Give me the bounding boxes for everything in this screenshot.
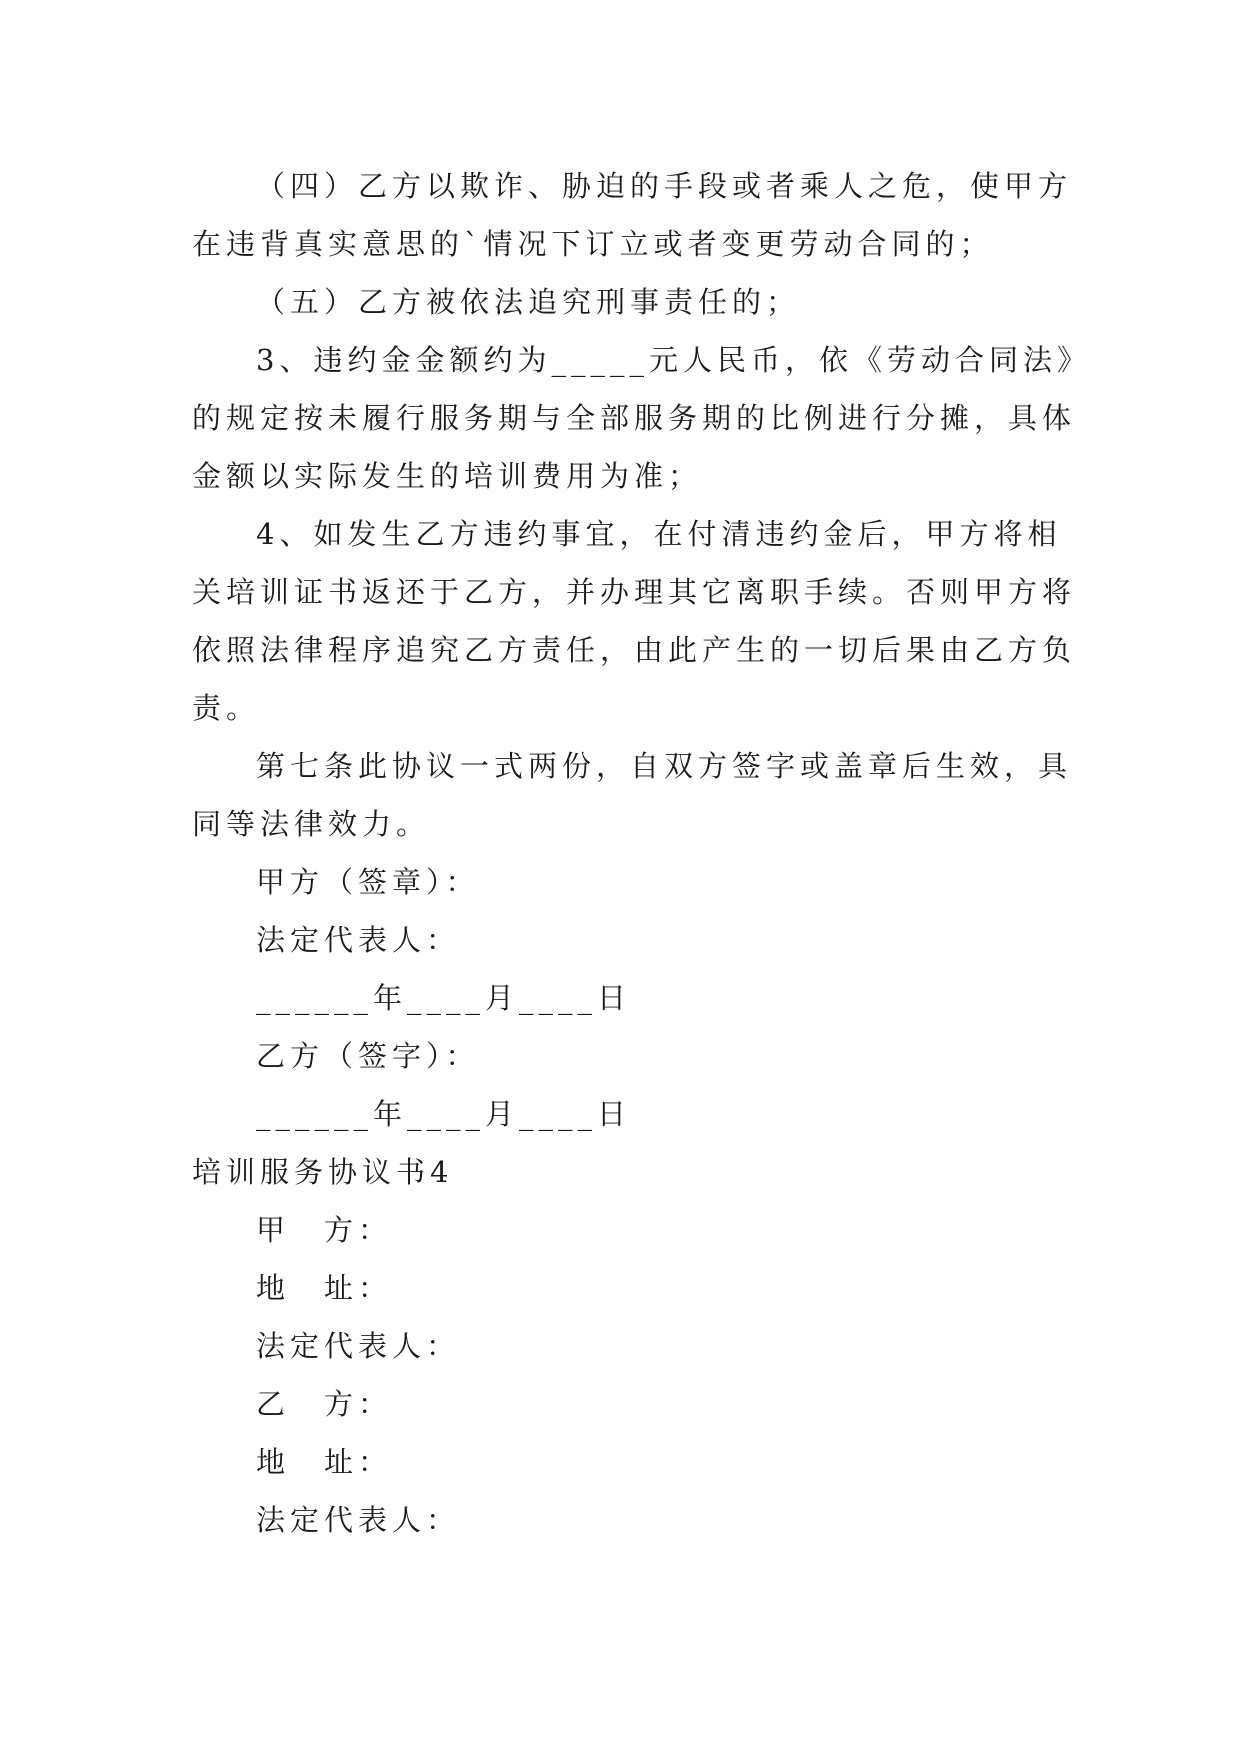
- text-line: （四）乙方以欺诈、胁迫的手段或者乘人之危，使甲方: [256, 169, 1073, 203]
- date-line: ______年____月____日: [256, 1097, 632, 1131]
- address-label: 地 址：: [256, 1271, 393, 1305]
- party-b-label: 乙 方：: [256, 1387, 393, 1421]
- text-line: 在违背真实意思的`情况下订立或者变更劳动合同的；: [192, 227, 994, 261]
- legal-rep-label: 法定代表人：: [256, 1503, 461, 1537]
- legal-rep-label: 法定代表人：: [256, 923, 461, 957]
- party-b-signature-label: 乙方（签字）：: [256, 1039, 480, 1073]
- section-title: 培训服务协议书4: [192, 1155, 454, 1189]
- text-line: （五）乙方被依法追究刑事责任的；: [256, 285, 801, 319]
- text-line: 3、违约金金额约为_____元人民币，依《劳动合同法》: [256, 343, 1091, 377]
- legal-rep-label: 法定代表人：: [256, 1329, 461, 1363]
- text-line: 金额以实际发生的培训费用为准；: [192, 459, 703, 493]
- party-a-seal-label: 甲方（签章）：: [256, 865, 480, 899]
- text-line: 同等法律效力。: [192, 807, 431, 841]
- party-a-label: 甲 方：: [256, 1213, 393, 1247]
- text-line: 依照法律程序追究乙方责任，由此产生的一切后果由乙方负: [192, 633, 1077, 667]
- address-label: 地 址：: [256, 1445, 393, 1479]
- text-line: 的规定按未履行服务期与全部服务期的比例进行分摊，具体: [192, 401, 1077, 435]
- text-line: 责。: [192, 691, 261, 725]
- text-line: 关培训证书返还于乙方，并办理其它离职手续。否则甲方将: [192, 575, 1077, 609]
- text-line: 4、如发生乙方违约事宜，在付清违约金后，甲方将相: [256, 517, 1062, 551]
- text-line: 第七条此协议一式两份，自双方签字或盖章后生效，具: [256, 749, 1073, 783]
- date-line: ______年____月____日: [256, 981, 632, 1015]
